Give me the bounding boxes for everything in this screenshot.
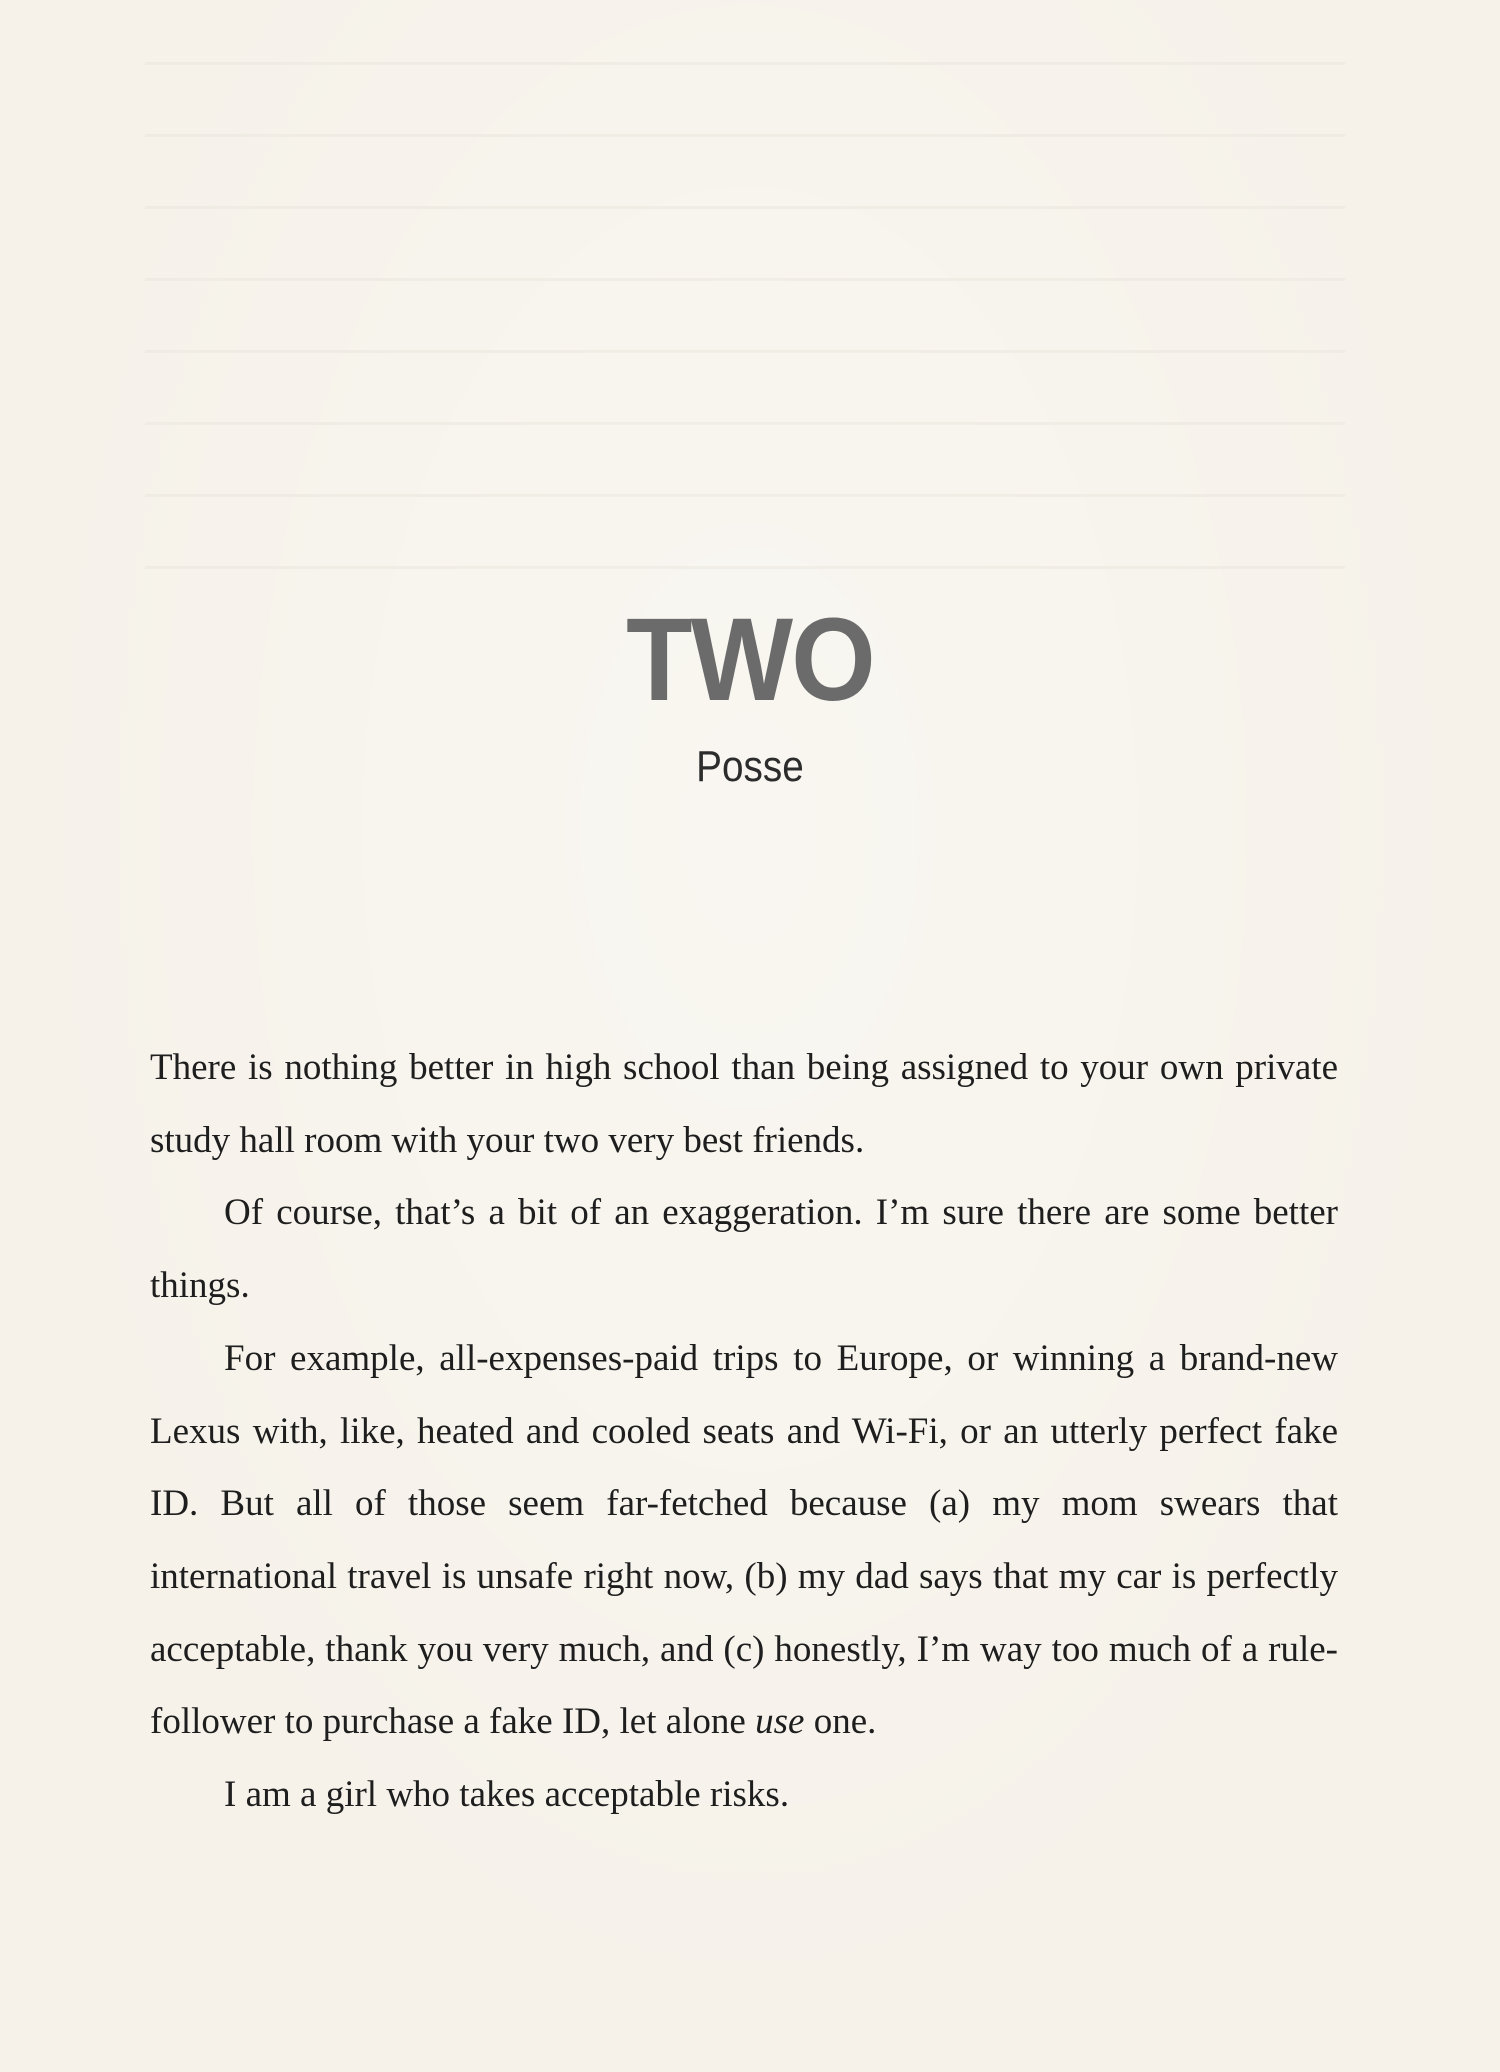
bleed-through-line [145,134,1345,137]
chapter-number: TWO [626,594,874,726]
emphasized-word: use [755,1701,805,1743]
paragraph: There is nothing better in high school than being assigned to your own private study hall room with your two very best friends. [150,1047,1338,1161]
chapter-body [150,1032,1338,1832]
paragraph: Of course, that’s a bit of an exaggeration. I’m sure there are some better things. [150,1192,1338,1307]
bleed-through-line [145,566,1345,569]
bleed-through-line [145,494,1345,497]
bleed-through-line [145,350,1345,353]
paragraph [150,1323,1338,1759]
bleed-through-line [145,62,1345,65]
paragraph-text: For example, all-expenses-paid trips to Europe, or winning a brand-new Lexus with, like, heated and cooled seats and Wi-Fi, or an utterly perfect fake ID. But all of those seem far-fetched because (a) my mom swears that international travel is unsafe right now, (b) my dad says that my car is perfectly acceptable, thank you very much, and (c) honestly, I’m way too much of a rule-follower to purchase a fake ID, let alone [150,1337,1338,1743]
bleed-through-line [145,278,1345,281]
chapter-title: Posse [696,742,804,791]
paragraph-text-end: one. [804,1701,877,1743]
paragraph: I am a girl who takes acceptable risks. [224,1774,790,1816]
bleed-through-line [145,206,1345,209]
bleed-through-line [145,422,1345,425]
